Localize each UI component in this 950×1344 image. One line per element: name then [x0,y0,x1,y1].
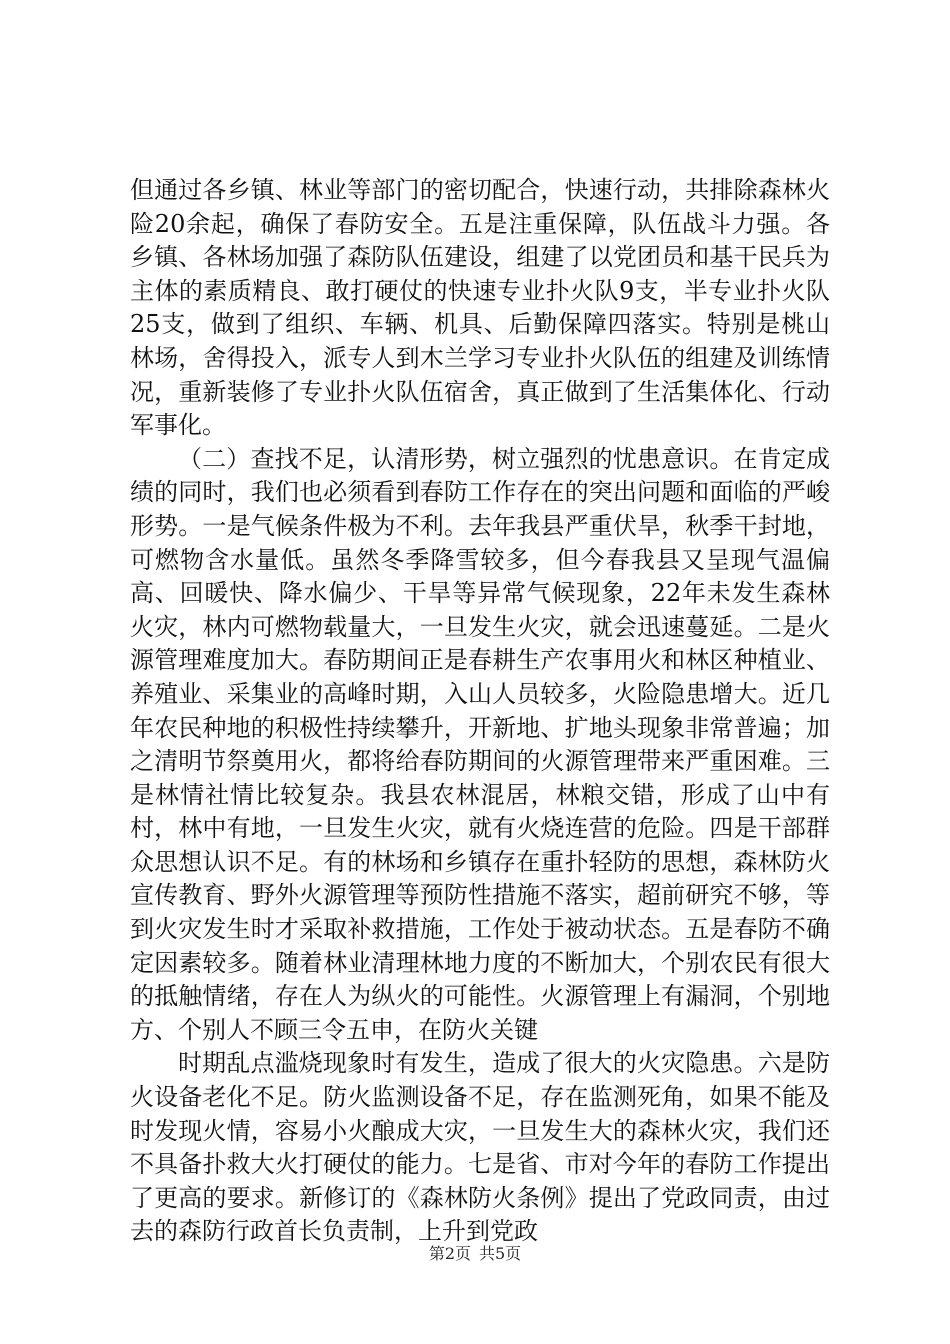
page-number: 第2页 [428,1244,471,1263]
paragraph-continuation: 时期乱点滥烧现象时有发生，造成了很大的火灾隐患。六是防火设备老化不足。防火监测设备不足，存在监测死角，如果不能及时发现火情，容易小火酿成大灾，一旦发生大的森林火灾，我们还不具备扑救大火打硬仗的能力。七是省、市对今年的春防工作提出了更高的要求。新修订的《森林防火条例》提出了党政同责，由过去的森防行政首长负责制，上升到党政 [130,1049,830,1246]
page-footer [0,1244,950,1264]
document-body [130,174,830,1249]
paragraph-section-two: （二）查找不足，认清形势，树立强烈的忧患意识。在肯定成绩的同时，我们也必须看到春防工作存在的突出问题和面临的严峻形势。一是气候条件极为不利。去年我县严重伏旱，秋季干封地，可燃物含水量低。虽然冬季降雪较多，但今春我县又呈现气温偏高、回暖快、降水偏少、干旱等异常气候现象，22年未发生森林火灾，林内可燃物载量大，一旦发生火灾，就会迅速蔓延。二是火源管理难度加大。春防期间正是春耕生产农事用火和林区种植业、养殖业、采集业的高峰时期，入山人员较多，火险隐患增大。近几年农民种地的积极性持续攀升，开新地、扩地头现象非常普遍；加之清明节祭奠用火，都将给春防期间的火源管理带来严重困难。三是林情社情比较复杂。我县农林混居，林粮交错，形成了山中有村，林中有地，一旦发生火灾，就有火烧连营的危险。四是干部群众思想认识不足。有的林场和乡镇存在重扑轻防的思想，森林防火宣传教育、野外火源管理等预防性措施不落实，超前研究不够，等到火灾发生时才采取补救措施，工作处于被动状态。五是春防不确定因素较多。随着林业清理林地力度的不断加大，个别农民有很大的抵触情绪，存在人为纵火的可能性。火源管理上有漏洞，个别地方、个别人不顾三令五申，在防火关键 [130,444,830,1044]
paragraph-continued: 但通过各乡镇、林业等部门的密切配合，快速行动，共排除森林火险20余起，确保了春防安全。五是注重保障，队伍战斗力强。各乡镇、各林场加强了森防队伍建设，组建了以党团员和基干民兵为主体的素质精良、敢打硬仗的快速专业扑火队9支，半专业扑火队25支，做到了组织、车辆、机具、后勤保障四落实。特别是桃山林场，舍得投入，派专人到木兰学习专业扑火队伍的组建及训练情况，重新装修了专业扑火队伍宿舍，真正做到了生活集体化、行动军事化。 [130,176,830,440]
page-total: 共5页 [479,1244,522,1263]
